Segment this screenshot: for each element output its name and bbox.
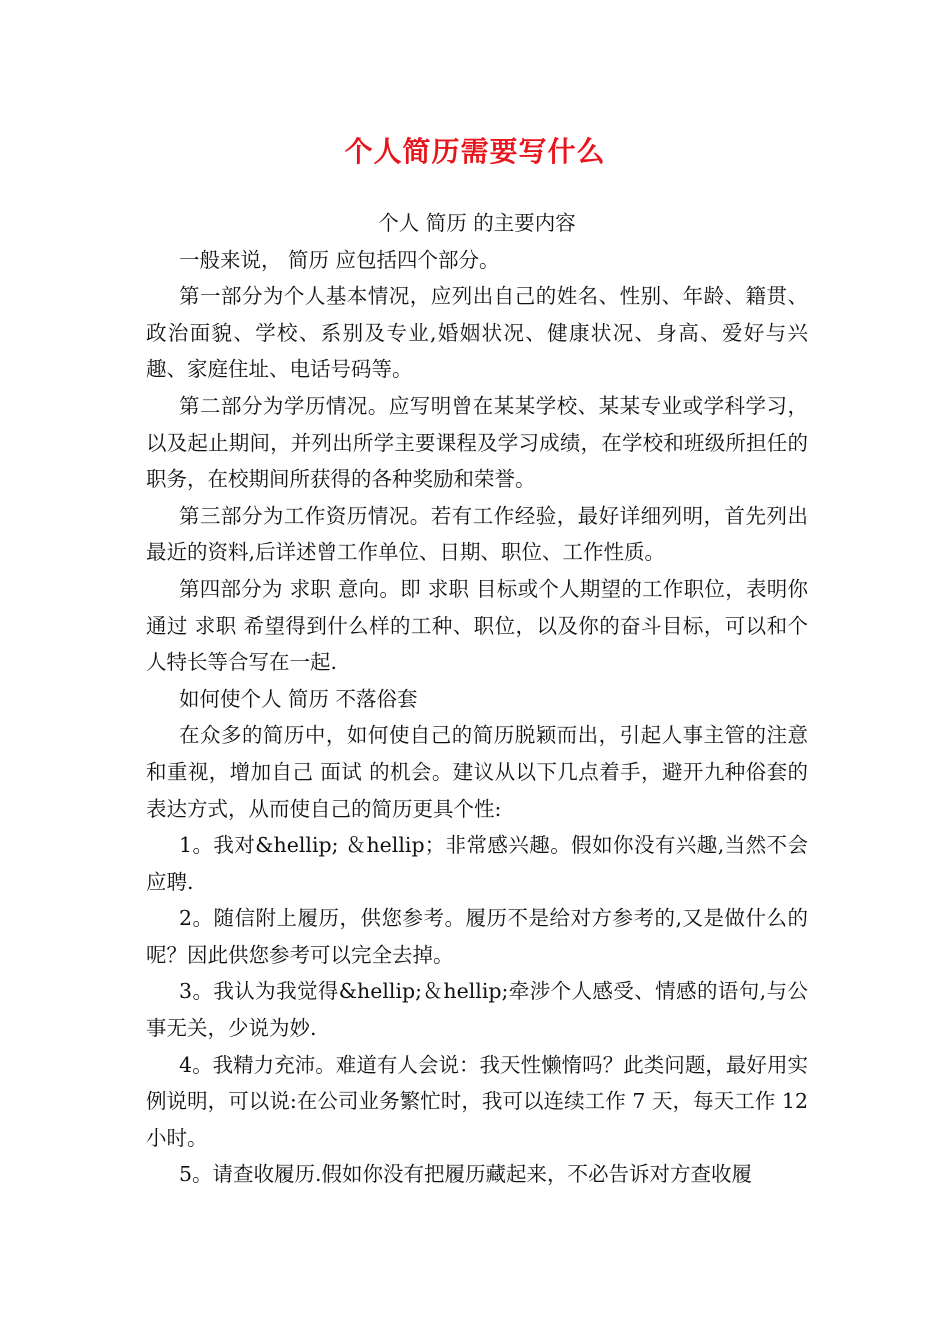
paragraph: 第一部分为个人基本情况，应列出自己的姓名、性别、年龄、籍贯、政治面貌、学校、系别及专业,婚姻状况、健康状况、身高、爱好与兴趣、家庭住址、电话号码等。 <box>146 284 808 382</box>
paragraph: 第二部分为学历情况。应写明曾在某某学校、某某专业或学科学习，以及起止期间，并列出所学主要课程及学习成绩，在学校和班级所担任的职务，在校期间所获得的各种奖励和荣誉。 <box>146 393 808 492</box>
list-item: 4。我精力充沛。难道有人会说：我天性懒惰吗？此类问题，最好用实例说明，可以说:在公司业务繁忙时，我可以连续工作 7 天，每天工作 12 小时。 <box>146 1052 808 1150</box>
section-heading: 个人 简历 的主要内容 <box>378 211 576 235</box>
list-item: 1。我对&hellip; ＆hellip；非常感兴趣。假如你没有兴趣,当然不会应聘. <box>146 833 808 894</box>
list-item: 2。随信附上履历，供您参考。履历不是给对方参考的,又是做什么的呢？因此供您参考可以完全去掉。 <box>146 906 808 967</box>
paragraph: 第四部分为 求职 意向。即 求职 目标或个人期望的工作职位，表明你通过 求职 希望得到什么样的工种、职位，以及你的奋斗目标，可以和个人特长等合写在一起. <box>146 576 808 675</box>
paragraph: 在众多的简历中，如何使自己的简历脱颖而出，引起人事主管的注意和重视，增加自己 面试 的机会。建议从以下几点着手，避开九种俗套的表达方式，从而使自己的简历更具个性: <box>146 723 808 821</box>
paragraph: 一般来说， 简历 应包括四个部分。 <box>179 247 500 272</box>
list-item: 3。我认为我觉得&hellip;＆hellip;牵涉个人感受、情感的语句,与公事无关，少说为妙. <box>146 979 808 1041</box>
document-title: 个人简历需要写什么 <box>344 135 606 168</box>
section-heading: 如何使个人 简历 不落俗套 <box>179 686 418 711</box>
document-body <box>146 205 808 1193</box>
paragraph: 第三部分为工作资历情况。若有工作经验，最好详细列明，首先列出最近的资料,后详述曾工作单位、日期、职位、工作性质。 <box>146 503 808 565</box>
list-item: 5。请查收履历.假如你没有把履历藏起来，不必告诉对方查收履 <box>179 1162 753 1187</box>
